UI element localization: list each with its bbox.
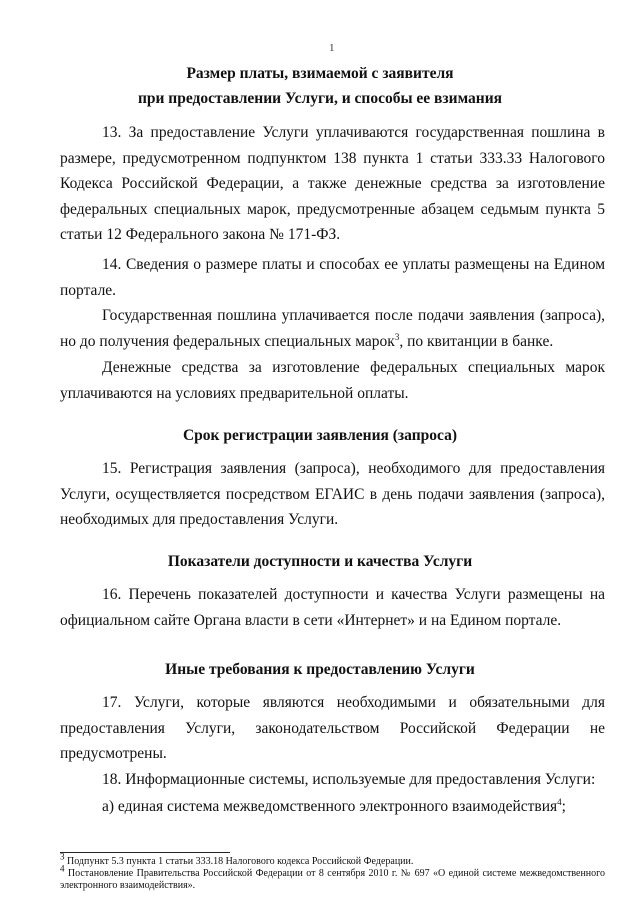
paragraph-16: 16. Перечень показателей доступности и качества Услуги размещены на официальном сайте Органа власти в сети «Интернет» и на Едином портале.: [60, 586, 605, 629]
page-mark: 1: [329, 42, 335, 54]
section-title-quality: Показатели доступности и качества Услуги: [167, 553, 473, 570]
paragraph-18a: [60, 794, 605, 820]
paragraph-18: 18. Информационные системы, используемые для предоставления Услуги:: [102, 771, 596, 788]
paragraph-14-duty-end: , по квитанции в банке.: [399, 332, 554, 350]
paragraph-14: 14. Сведения о размере платы и способах ее уплаты размещены на Едином портале.: [60, 256, 605, 299]
paragraph-15: 15. Регистрация заявления (запроса), необходимого для предоставления Услуги, осуществляется посредством ЕГАИС в день подачи заявления (запроса), необходимых для предоставления Услуги.: [60, 460, 605, 528]
paragraph-18a-text: а) единая система межведомственного электронного взаимодействия: [102, 798, 558, 815]
paragraph-18a-end: ;: [561, 798, 566, 815]
section-title-fee-line2: при предоставлении Услуги, и способы ее взимания: [137, 90, 503, 107]
paragraph-14-duty: [60, 303, 605, 354]
footnote-4: [60, 863, 605, 892]
section-title-other-requirements: Иные требования к предоставлению Услуги: [165, 661, 475, 678]
paragraph-14-prepayment: Денежные средства за изготовление федеральных специальных марок уплачиваются на условиях предварительной оплаты.: [60, 359, 605, 402]
footnote-3-text: Подпункт 5.3 пункта 1 статьи 333.18 Налогового кодекса Российской Федерации.: [64, 856, 414, 867]
footnote-ref-4[interactable]: 4: [557, 796, 562, 807]
footnote-3-number: 3: [60, 851, 65, 862]
footnote-divider: [60, 852, 230, 853]
section-title-registration: Срок регистрации заявления (запроса): [182, 427, 457, 444]
paragraph-13: 13. За предоставление Услуги уплачиваются государственная пошлина в размере, предусмотренном подпунктом 138 пункта 1 статьи 333.33 Налогового Кодекса Российской Федерации, а также денежные средства за изготовление федеральных специальных марок, предусмотренные абзацем седьмым пункта 5 статьи 12 Федерального закона № 171-ФЗ.: [60, 124, 605, 243]
paragraph-17: 17. Услуги, которые являются необходимыми и обязательными для предоставления Услуги, законодательством Российской Федерации не предусмотрены.: [60, 694, 605, 762]
section-title-fee-line1: Размер платы, взимаемой с заявителя: [186, 65, 454, 82]
footnote-4-text: Постановление Правительства Российской Федерации от 8 сентября 2010 г. № 697 «О единой системе межведомственного электронного взаимодействия».: [60, 868, 605, 891]
paragraph-14-duty-text: Государственная пошлина уплачивается после подачи заявления (запроса), но до получения федеральных специальных марок: [60, 307, 605, 350]
footnote-ref-3[interactable]: 3: [394, 331, 400, 342]
footnote-4-number: 4: [60, 863, 65, 874]
footnote-3: [60, 851, 605, 868]
